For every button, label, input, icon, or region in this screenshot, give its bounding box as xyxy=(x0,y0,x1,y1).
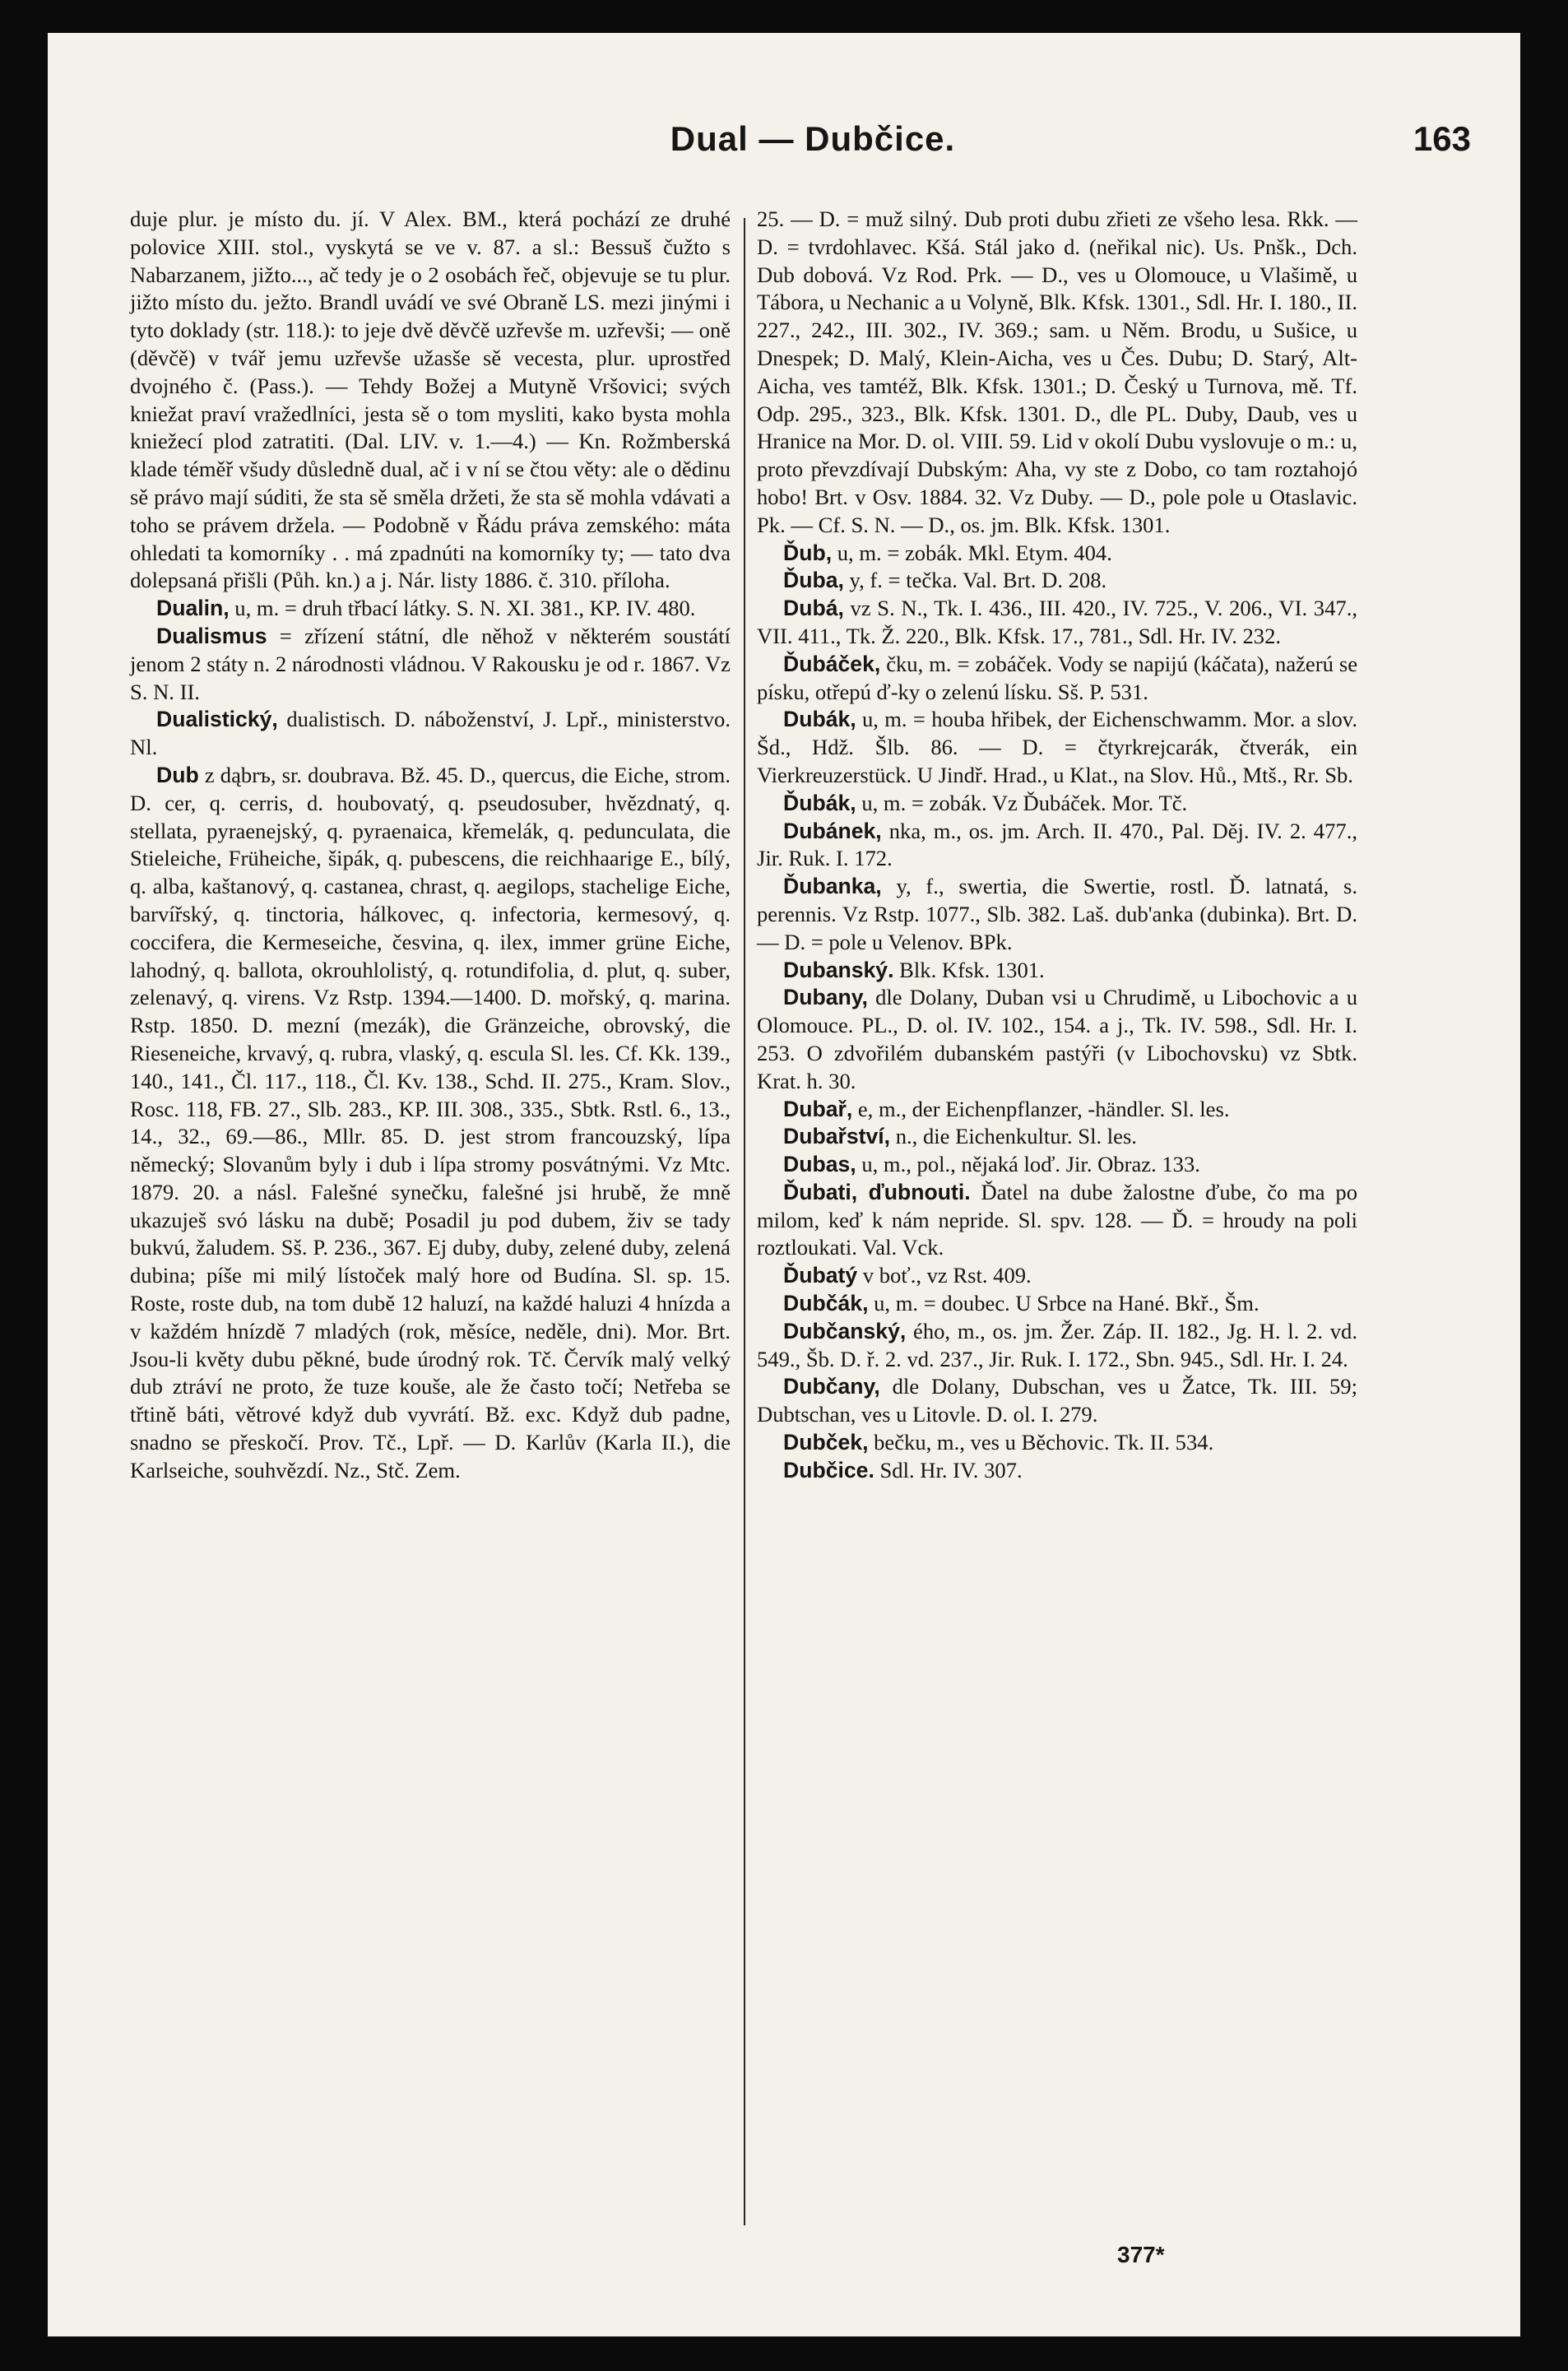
entry-headword: Dubčanský, xyxy=(783,1318,907,1343)
left-column xyxy=(130,206,731,1485)
entry-text: e, m., der Eichenpflanzer, -händler. Sl. les. xyxy=(852,1096,1230,1121)
dictionary-entry xyxy=(757,595,1357,651)
entry-headword: Dubařství, xyxy=(783,1124,891,1149)
running-header xyxy=(146,119,1479,169)
dictionary-entry xyxy=(757,206,1357,540)
dictionary-entry xyxy=(757,984,1357,1095)
entry-headword: Dubas, xyxy=(783,1152,856,1177)
entry-headword: Dubčany, xyxy=(783,1374,880,1399)
entry-text: v boť., vz Rst. 409. xyxy=(857,1263,1032,1288)
dictionary-entry xyxy=(130,706,731,762)
entry-text: z dąbrъ, sr. doubrava. Bž. 45. D., quercus, die Eiche, strom. D. cer, q. cerris, d. houbovatý, q. pseudosuber, hvězdnatý, q. stellata, pyraenejský, q. pyraenaica, křemelák, q. pedunculata, die Stieleiche, Früheiche, šipák, q. pubescens, die reichhaarige E., bílý, q. alba, kaštanový, q. castanea, chrast, q. aegilops, stachelige Eiche, barvířský, q. tinctoria, hálkovec, q. infectoria, kermesový, q. coccifera, die Kermeseiche, česvina, q. ilex, immer grüne Eiche, lahodný, q. ballota, okrouhlolistý, q. rotundifolia, d. plut, q. suber, zelenavý, q. virens. Vz Rstp. 1394.—1400. D. mořský, q. marina. Rstp. 1850. D. mezní (mezák), die Gränzeiche, obrovský, die Rieseneiche, krvavý, q. rubra, vlaský, q. escula Sl. les. Cf. Kk. 139., 140., 141., Čl. 117., 118., Čl. Kv. 138., Schd. II. 275., Kram. Slov., Rosc. 118, FB. 27., Slb. 283., KP. III. 308., 335., Sbtk. Rstl. 6., 13., 14., 32., 69.—86., Mllr. 85. D. jest strom francouzský, lípa německý; Slovanům byly i dub i lípa stromy posvátnými. Vz Mtc. 1879. 20. a násl. Falešné synečku, falešné jsi hrubě, že mně ukazuješ svó lásku na dubě; Posadil ju pod dubem, živ se tady bukvú, žaludem. Sš. P. 236., 367. Ej duby, duby, zelené duby, zelená dubina; píše mi milý lístoček malý hore od Budína. Sl. sp. 15. Roste, roste dub, na tom dubě 12 haluzí, na každé haluzi 4 hnízda a v každém hnízdě 7 mladých (rok, měsíce, neděle, dni). Mor. Brt. Jsou-li květy dubu pěkné, bude úrodný rok. Tč. Červík malý velký dub ztráví ne proto, že tuze kouše, ale že často točí; Netřeba se třtině báti, větrové když dub vyvrátí. Bž. exc. Když dub padne, snadno se přeskočí. Prov. Tč., Lpř. — D. Karlův (Karla II.), die Karlseiche, souhvězdí. Nz., Stč. Zem. xyxy=(130,762,731,1482)
entry-headword: Dubček, xyxy=(783,1430,869,1455)
entry-headword: Dubák, xyxy=(783,707,856,732)
entry-headword: Ďubanka, xyxy=(783,874,882,899)
dictionary-entry xyxy=(757,873,1357,956)
entry-headword: Dubař, xyxy=(783,1096,853,1121)
dictionary-entry xyxy=(757,790,1357,818)
entry-text: bečku, m., ves u Běchovic. Tk. II. 534. xyxy=(868,1430,1214,1455)
dictionary-entry xyxy=(130,623,731,706)
entry-text: Ďatel na dube žalostne ďube, čo ma po milom, keď k nám nepride. Sl. spv. 128. — Ď. = hroudy na poli roztloukati. Val. Vck. xyxy=(757,1179,1358,1260)
dictionary-entry xyxy=(757,1373,1357,1429)
entry-headword: Dubanský. xyxy=(783,957,894,982)
entry-text: y, f., swertia, die Swertie, rostl. Ď. latnatá, s. perennis. Vz Rstp. 1077., Slb. 382. Laš. dub'anka (dubinka). Brt. D. — D. = pole u Velenov. BPk. xyxy=(757,874,1357,954)
entry-headword: Dubčák, xyxy=(783,1291,869,1316)
entry-headword: Dualistický, xyxy=(156,707,278,732)
entry-text: u, m. = zobák. Mkl. Etym. 404. xyxy=(832,540,1112,565)
right-column xyxy=(757,206,1357,1485)
dictionary-entry xyxy=(757,1123,1357,1151)
entry-text: 25. — D. = muž silný. Dub proti dubu zřieti ze všeho lesa. Rkk. — D. = tvrdohlavec. Kšá. Stál jako d. (neřikal nic). Us. Pnšk., Dch. Dub dobová. Vz Rod. Prk. — D., ves u Olomouce, u Vlašimě, u Tábora, u Nechanic a u Volyně, Blk. Kfsk. 1301., Sdl. Hr. I. 180., II. 227., 242., III. 302., IV. 369.; sam. u Něm. Brodu, u Sušice, u Dnespek; D. Malý, Klein-Aicha, ves u Čes. Dubu; D. Starý, Alt-Aicha, ves tamtéž, Blk. Kfsk. 1301.; D. Český u Turnova, mě. Tf. Odp. 295., 323., Blk. Kfsk. 1301. D., dle PL. Duby, Daub, ves u Hranice na Mor. D. ol. VIII. 59. Lid v okolí Dubu vyslovuje o m.: u, proto převzdívají Dubským: Aha, vy ste z Dobo, co tam roztahojó hobo! Brt. v Osv. 1884. 32. Vz Duby. — D., pole pole u Otaslavic. Pk. — Cf. S. N. — D., os. jm. Blk. Kfsk. 1301. xyxy=(757,206,1357,537)
entry-headword: Dualin, xyxy=(156,596,230,621)
entry-text: vz S. N., Tk. I. 436., III. 420., IV. 725., V. 206., VI. 347., VII. 411., Tk. Ž. 220., Blk. Kfsk. 17., 781., Sdl. Hr. IV. 232. xyxy=(757,596,1357,648)
entry-text: čku, m. = zobáček. Vody se napijú (káčata), nažerú se písku, otřepú ď-ky o zelenú lísku. Sš. P. 531. xyxy=(757,651,1357,704)
entry-text: dle Dolany, Duban vsi u Chrudimě, u Libochovic a u Olomouce. PL., D. ol. IV. 102., 154. a j., Tk. IV. 598., Sdl. Hr. I. 253. O zdvořilém dubanském pastýři (v Libochovsku) vz Sbtk. Krat. h. 30. xyxy=(757,985,1357,1093)
entry-text: ého, m., os. jm. Žer. Záp. II. 182., Jg. H. l. 2. vd. 549., Šb. D. ř. 2. vd. 237., Jir. Ruk. I. 172., Sbn. 945., Sdl. Hr. I. 24. xyxy=(757,1318,1357,1371)
entry-headword: Ďubati, ďubnouti. xyxy=(783,1179,971,1204)
dictionary-entry xyxy=(757,540,1357,568)
running-title: Dual — Dubčice. xyxy=(670,119,956,158)
entry-text: = zřízení státní, dle něhož v některém soustátí jenom 2 státy n. 2 národnosti vládnou. V Rakousku je od r. 1867. Vz S. N. II. xyxy=(130,623,731,704)
dictionary-entry xyxy=(757,1429,1357,1457)
entry-text: dle Dolany, Dubschan, ves u Žatce, Tk. III. 59; Dubtschan, ves u Litovle. D. ol. I. 279. xyxy=(757,1374,1357,1427)
entry-text: u, m. = houba hřibek, der Eichenschwamm. Mor. a slov. Šd., Hdž. Šlb. 86. — D. = čtyrkrejcarák, čtverák, ein Vierkreuzerstück. U Jindř. Hrad., u Klat., na Slov. Hů., Mtš., Rr. Sb. xyxy=(757,707,1357,787)
page-number: 163 xyxy=(1413,119,1471,158)
entry-text: Sdl. Hr. IV. 307. xyxy=(874,1457,1023,1482)
entry-headword: Ďuba, xyxy=(783,568,844,593)
dictionary-entry xyxy=(130,206,731,595)
dictionary-entry xyxy=(757,651,1357,707)
dictionary-entry xyxy=(757,957,1357,985)
dictionary-entry xyxy=(757,1262,1357,1290)
entry-text: u, m. = zobák. Vz Ďubáček. Mor. Tč. xyxy=(856,790,1188,815)
entry-headword: Dubá, xyxy=(783,596,844,621)
entry-text: nka, m., os. jm. Arch. II. 470., Pal. Děj. IV. 2. 477., Jir. Ruk. I. 172. xyxy=(757,818,1357,871)
entry-headword: Dub xyxy=(156,762,199,787)
entry-headword: Dubánek, xyxy=(783,818,882,843)
dictionary-entry xyxy=(757,706,1357,789)
entry-text: dualistisch. D. náboženství, J. Lpř., ministerstvo. Nl. xyxy=(130,707,731,760)
dictionary-entry xyxy=(757,1179,1357,1262)
dictionary-entry xyxy=(757,1457,1357,1485)
entry-text: duje plur. je místo du. jí. V Alex. BM., která pochází ze druhé polovice XIII. stol., vyskytá se ve v. 87. a sl.: Bessuš čužto s Nabarzanem, jižto..., ač tedy je o 2 osobách řeč, objevuje se tu plur. jižto místo du. ježto. Brandl uvádí ve své Obraně LS. mezi jinými i tyto doklady (str. 118.): to jeje dvě děvčě uzřevše m. uzřevši; — oně (děvčě) v tvář jemu uzřevše užasše sě vecesta, plur. uprostřed dvojného č. (Pass.). — Tehdy Božej a Mutyně Vršovici; svých kniežat praví vražedlníci, jesta sě o tom mysliti, kako bysta mohla kniežecí plod zatratiti. (Dal. LIV. v. 1.—4.) — Kn. Rožmberská klade téměř všudy důsledně dual, ač i v ní se čtou věty: ale o dědinu sě právo mají súditi, že sta sě směla držeti, že sta sě mohla vdávati a toho se právem držela. — Podobně v Řádu práva zemského: máta ohledati ta komorníky . . má zpadnúti na komorníky ty; — tato dva dolepsaná přišli (Půh. kn.) a j. Nár. listy 1886. č. 310. příloha. xyxy=(130,206,731,593)
entry-headword: Dubany, xyxy=(783,985,868,1010)
entry-text: Blk. Kfsk. 1301. xyxy=(893,957,1045,982)
entry-headword: Dualismus xyxy=(156,623,267,648)
entry-text: u, m. = druh třbací látky. S. N. XI. 381., KP. IV. 480. xyxy=(229,596,696,621)
dictionary-entry xyxy=(130,762,731,1485)
entry-headword: Ďub, xyxy=(783,540,833,565)
dictionary-entry xyxy=(130,595,731,623)
entry-headword: Ďubák, xyxy=(783,790,856,815)
entry-headword: Ďubatý xyxy=(783,1263,858,1288)
entry-text: y, f. = tečka. Val. Brt. D. 208. xyxy=(843,568,1107,593)
dictionary-entry xyxy=(757,1151,1357,1179)
dictionary-entry xyxy=(757,567,1357,595)
dictionary-page xyxy=(48,33,1520,2336)
entry-text: u, m. = doubec. U Srbce na Hané. Bkř., Šm. xyxy=(868,1291,1260,1316)
dictionary-entry xyxy=(757,818,1357,874)
entry-headword: Ďubáček, xyxy=(783,651,881,676)
entry-text: u, m., pol., nějaká loď. Jir. Obraz. 133. xyxy=(856,1152,1200,1177)
entry-text: n., die Eichenkultur. Sl. les. xyxy=(890,1124,1137,1149)
dictionary-entry xyxy=(757,1318,1357,1374)
dictionary-entry xyxy=(757,1290,1357,1318)
entry-headword: Dubčice. xyxy=(783,1457,874,1482)
signature-mark: 377* xyxy=(1117,2242,1165,2267)
dictionary-entry xyxy=(757,1096,1357,1124)
column-divider xyxy=(744,218,745,2225)
